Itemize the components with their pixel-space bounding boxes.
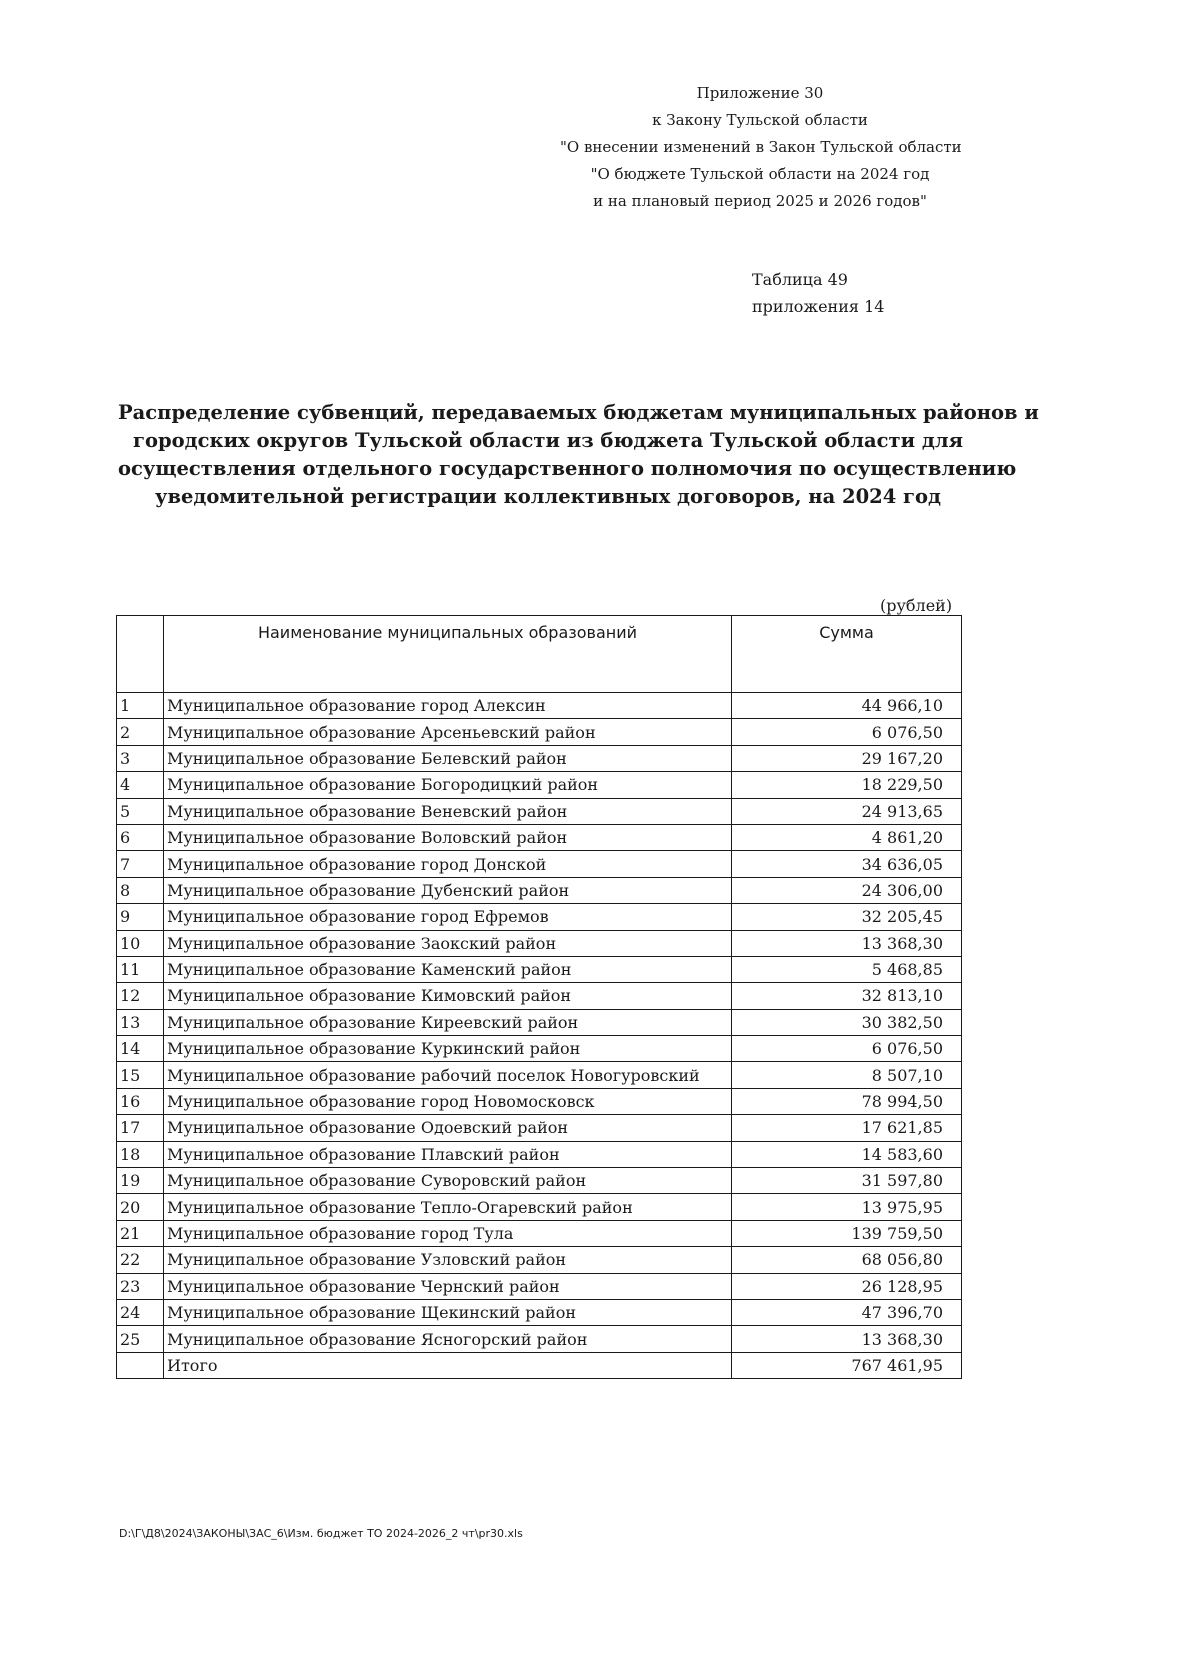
table-row: [117, 1220, 962, 1246]
row-name: Муниципальное образование Богородицкий район: [164, 772, 732, 798]
row-name: Муниципальное образование Киреевский район: [164, 1009, 732, 1035]
table-row: [117, 877, 962, 903]
table-row: [117, 1062, 962, 1088]
row-amount: 26 128,95: [732, 1273, 962, 1299]
row-name: Муниципальное образование Белевский район: [164, 745, 732, 771]
row-name: Муниципальное образование Каменский район: [164, 956, 732, 982]
row-number: 12: [117, 983, 164, 1009]
row-name: Муниципальное образование Куркинский район: [164, 1036, 732, 1062]
title-line: осуществления отдельного государственного полномочия по осуществлению: [118, 457, 1017, 480]
title-line: уведомительной регистрации коллективных договоров, на 2024 год: [154, 485, 942, 508]
row-name: Муниципальное образование Веневский район: [164, 798, 732, 824]
table-row: [117, 1009, 962, 1035]
row-number: 5: [117, 798, 164, 824]
row-number: 2: [117, 719, 164, 745]
table-row: [117, 1247, 962, 1273]
table-row: [117, 1115, 962, 1141]
table-row: [117, 1088, 962, 1114]
table-row: [117, 1141, 962, 1167]
file-path-footer: D:\Г\Д8\2024\ЗАКОНЫ\ЗАС_6\Изм. бюджет ТО 2024-2026_2 чт\pr30.xls: [119, 1527, 523, 1540]
row-amount: 8 507,10: [732, 1062, 962, 1088]
units-label: (рублей): [880, 596, 953, 615]
subsidy-table: [116, 615, 962, 1379]
appendix-header: [560, 80, 960, 215]
total-number-cell: [117, 1352, 164, 1378]
table-row: [117, 772, 962, 798]
row-name: Муниципальное образование Кимовский район: [164, 983, 732, 1009]
row-name: Муниципальное образование рабочий поселок Новогуровский: [164, 1062, 732, 1088]
row-name: Муниципальное образование Одоевский район: [164, 1115, 732, 1141]
table-row: [117, 745, 962, 771]
row-number: 19: [117, 1168, 164, 1194]
row-amount: 68 056,80: [732, 1247, 962, 1273]
document-title: [118, 399, 1039, 511]
table-row: [117, 1299, 962, 1325]
row-number: 10: [117, 930, 164, 956]
table-row: [117, 798, 962, 824]
row-number: 13: [117, 1009, 164, 1035]
row-amount: 29 167,20: [732, 745, 962, 771]
table-body: [117, 693, 962, 1353]
row-number: 11: [117, 956, 164, 982]
row-name: Муниципальное образование Заокский район: [164, 930, 732, 956]
appendix-number: приложения 14: [752, 297, 885, 316]
row-number: 16: [117, 1088, 164, 1114]
row-amount: 13 368,30: [732, 1326, 962, 1352]
row-name: Муниципальное образование город Тула: [164, 1220, 732, 1246]
row-amount: 31 597,80: [732, 1168, 962, 1194]
row-amount: 6 076,50: [732, 1036, 962, 1062]
table-row: [117, 956, 962, 982]
row-number: 20: [117, 1194, 164, 1220]
row-amount: 47 396,70: [732, 1299, 962, 1325]
table-row: [117, 1036, 962, 1062]
table-row: [117, 693, 962, 719]
total-amount: 767 461,95: [732, 1352, 962, 1378]
row-amount: 24 913,65: [732, 798, 962, 824]
row-name: Муниципальное образование Ясногорский район: [164, 1326, 732, 1352]
row-amount: 78 994,50: [732, 1088, 962, 1114]
row-amount: 17 621,85: [732, 1115, 962, 1141]
table-row: [117, 1326, 962, 1352]
row-number: 4: [117, 772, 164, 798]
appendix-line: Приложение 30: [696, 84, 824, 102]
appendix-line: и на плановый период 2025 и 2026 годов": [593, 192, 927, 210]
row-number: 17: [117, 1115, 164, 1141]
appendix-line: к Закону Тульской области: [652, 111, 868, 129]
total-row: [117, 1352, 962, 1378]
title-line: Распределение субвенций, передаваемых бюджетам муниципальных районов и: [118, 401, 1039, 424]
row-name: Муниципальное образование Дубенский район: [164, 877, 732, 903]
row-name: Муниципальное образование Тепло-Огаревский район: [164, 1194, 732, 1220]
table-row: [117, 904, 962, 930]
row-number: 22: [117, 1247, 164, 1273]
row-number: 3: [117, 745, 164, 771]
table-reference: [752, 266, 884, 320]
row-name: Муниципальное образование город Ефремов: [164, 904, 732, 930]
row-amount: 18 229,50: [732, 772, 962, 798]
table-row: [117, 930, 962, 956]
row-name: Муниципальное образование город Новомосковск: [164, 1088, 732, 1114]
table-row: [117, 851, 962, 877]
row-number: 9: [117, 904, 164, 930]
row-name: Муниципальное образование город Донской: [164, 851, 732, 877]
row-name: Муниципальное образование Суворовский район: [164, 1168, 732, 1194]
table-row: [117, 824, 962, 850]
row-name: Муниципальное образование Плавский район: [164, 1141, 732, 1167]
row-number: 14: [117, 1036, 164, 1062]
row-number: 8: [117, 877, 164, 903]
title-line: городских округов Тульской области из бюджета Тульской области для: [133, 429, 963, 452]
table-number: Таблица 49: [752, 270, 848, 289]
header-name: Наименование муниципальных образований: [164, 616, 732, 693]
row-number: 6: [117, 824, 164, 850]
row-amount: 24 306,00: [732, 877, 962, 903]
row-number: 24: [117, 1299, 164, 1325]
appendix-line: "О внесении изменений в Закон Тульской области: [560, 138, 962, 156]
row-name: Муниципальное образование город Алексин: [164, 693, 732, 719]
row-amount: 32 813,10: [732, 983, 962, 1009]
table-row: [117, 1194, 962, 1220]
row-amount: 4 861,20: [732, 824, 962, 850]
row-amount: 34 636,05: [732, 851, 962, 877]
row-amount: 32 205,45: [732, 904, 962, 930]
header-amount: Сумма: [732, 616, 962, 693]
table-row: [117, 1273, 962, 1299]
appendix-line: "О бюджете Тульской области на 2024 год: [590, 165, 930, 183]
row-name: Муниципальное образование Воловский район: [164, 824, 732, 850]
row-amount: 5 468,85: [732, 956, 962, 982]
table-row: [117, 719, 962, 745]
row-amount: 139 759,50: [732, 1220, 962, 1246]
table-header-row: [117, 616, 962, 693]
row-number: 21: [117, 1220, 164, 1246]
row-number: 25: [117, 1326, 164, 1352]
row-amount: 44 966,10: [732, 693, 962, 719]
row-number: 15: [117, 1062, 164, 1088]
row-amount: 13 975,95: [732, 1194, 962, 1220]
row-amount: 30 382,50: [732, 1009, 962, 1035]
row-name: Муниципальное образование Узловский район: [164, 1247, 732, 1273]
row-number: 23: [117, 1273, 164, 1299]
table-row: [117, 1168, 962, 1194]
row-name: Муниципальное образование Щекинский район: [164, 1299, 732, 1325]
row-name: Муниципальное образование Арсеньевский район: [164, 719, 732, 745]
row-name: Муниципальное образование Чернский район: [164, 1273, 732, 1299]
row-amount: 14 583,60: [732, 1141, 962, 1167]
total-label: Итого: [164, 1352, 732, 1378]
row-amount: 6 076,50: [732, 719, 962, 745]
row-amount: 13 368,30: [732, 930, 962, 956]
row-number: 18: [117, 1141, 164, 1167]
row-number: 7: [117, 851, 164, 877]
header-number-cell: [117, 616, 164, 693]
table-row: [117, 983, 962, 1009]
row-number: 1: [117, 693, 164, 719]
